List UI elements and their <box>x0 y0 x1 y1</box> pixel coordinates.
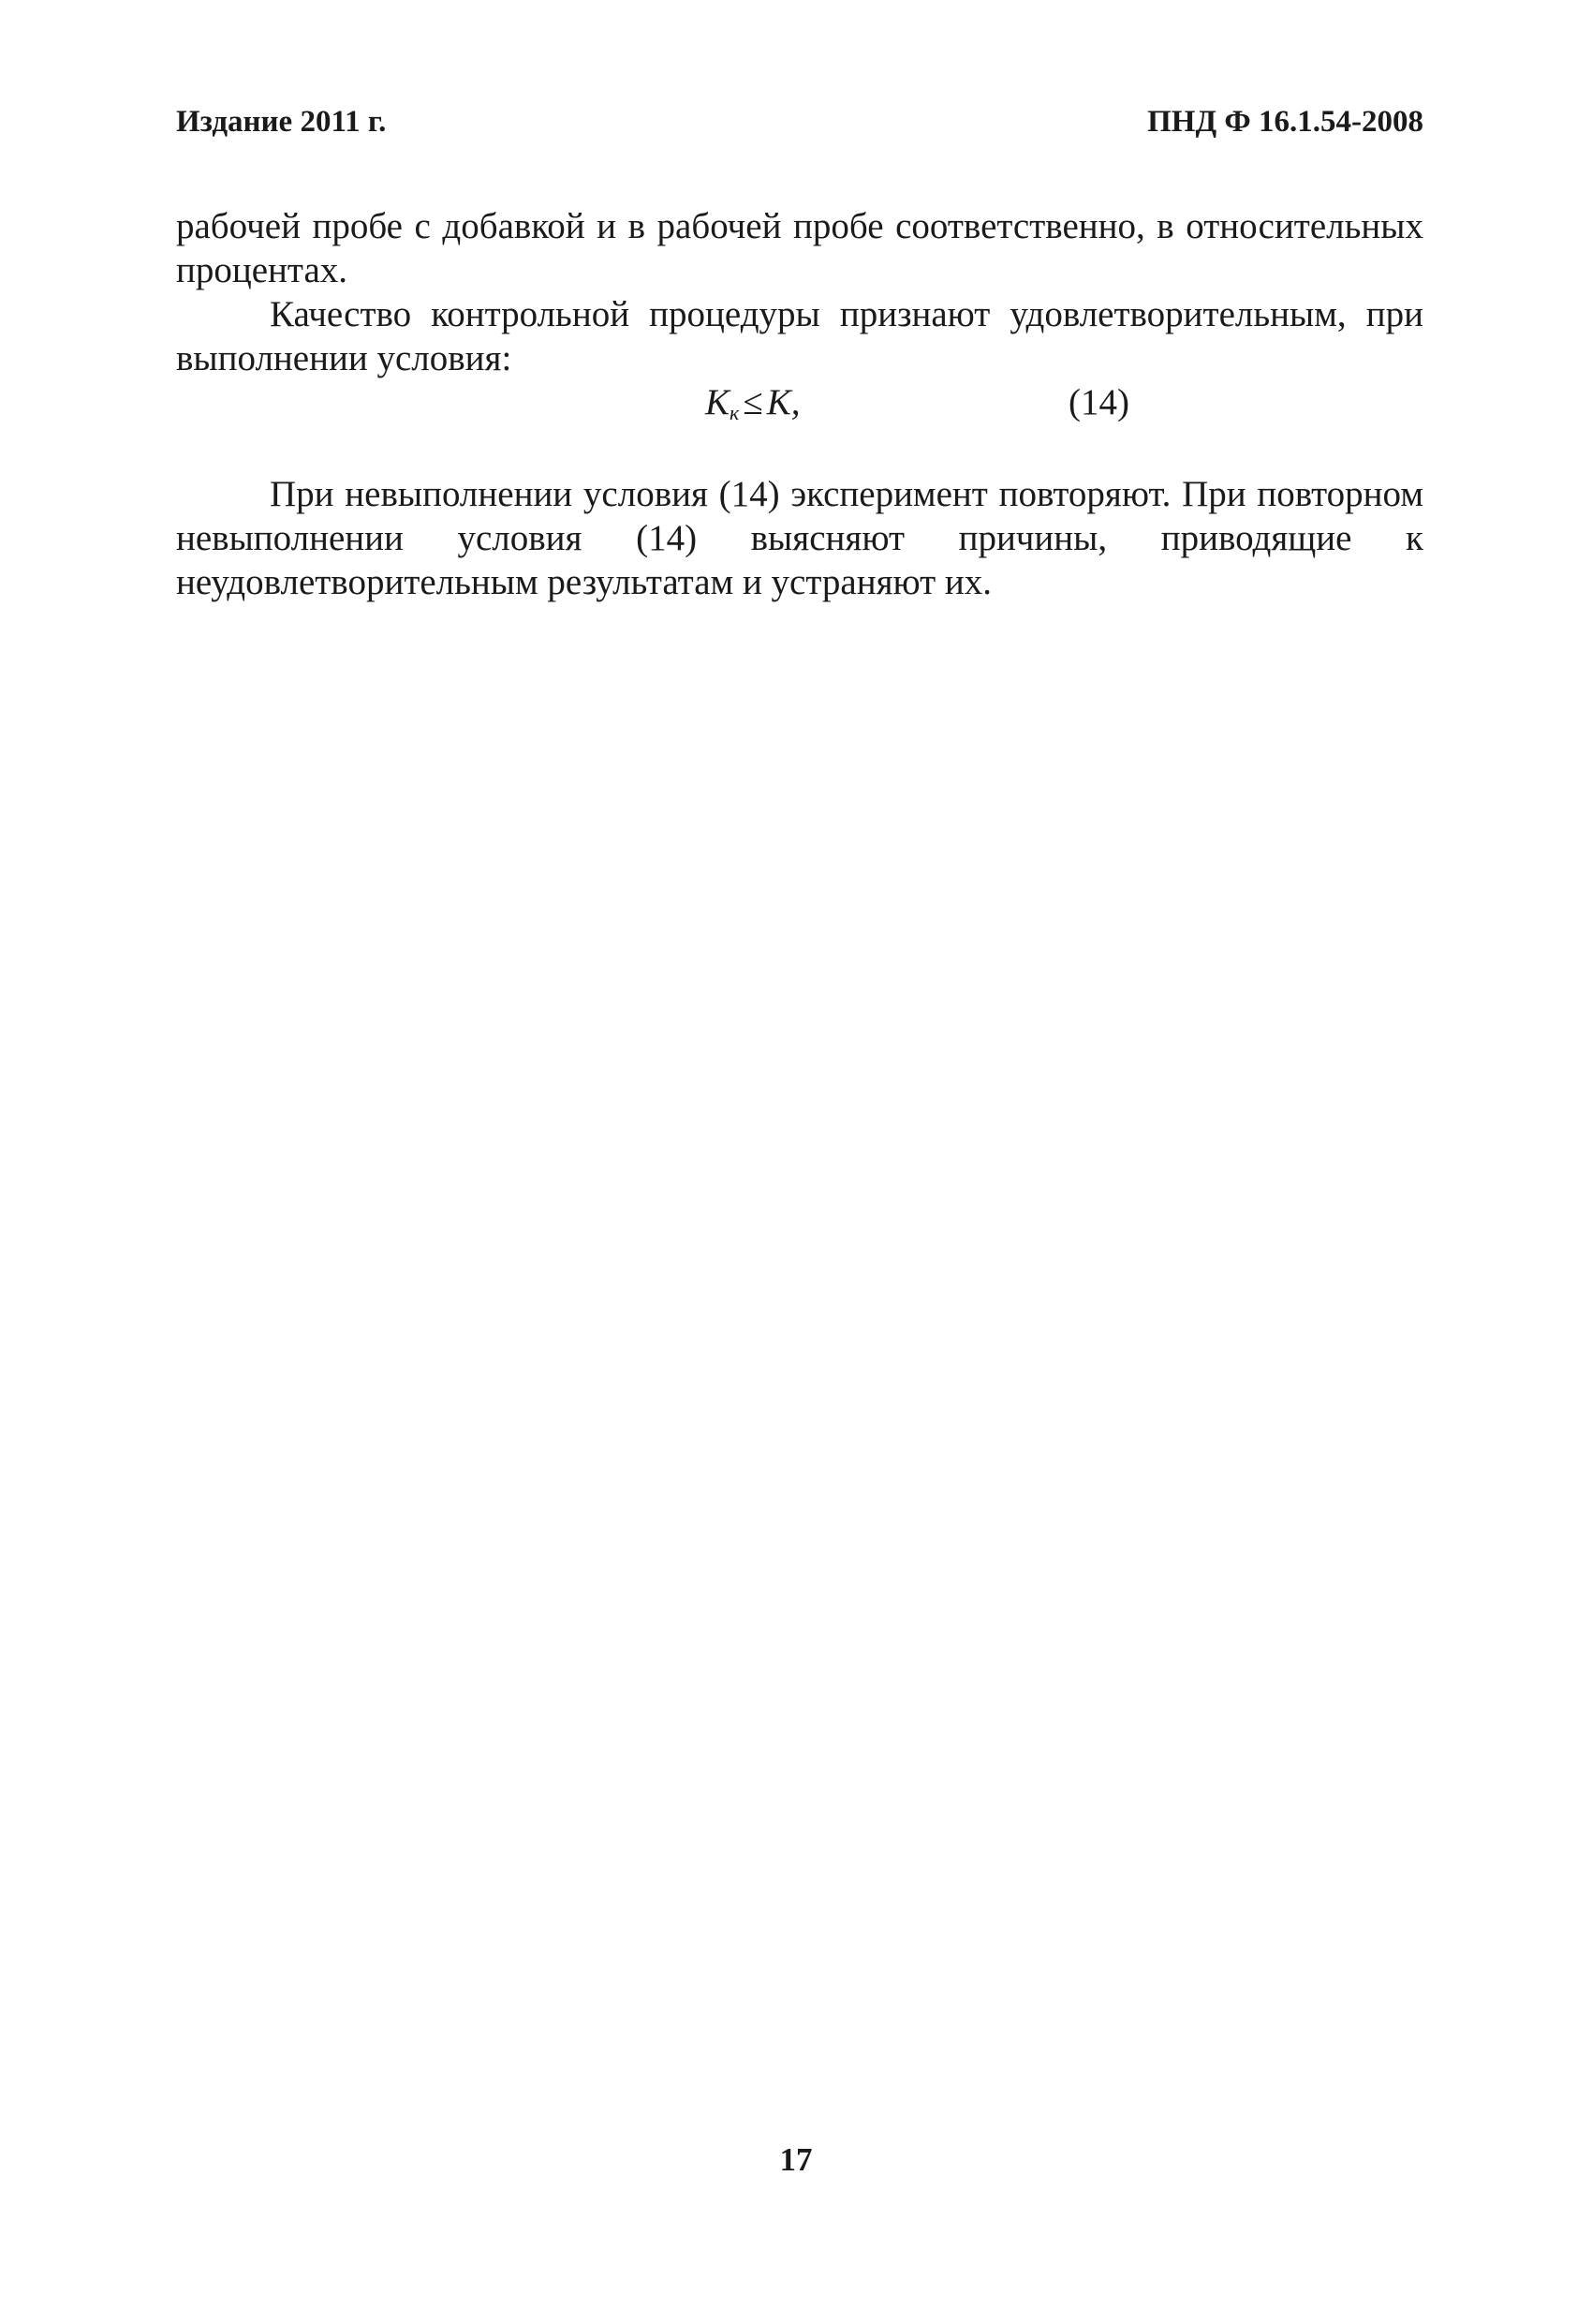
formula-rhs: K <box>766 382 791 422</box>
formula-trailing: , <box>790 382 801 422</box>
page-number: 17 <box>779 2141 813 2178</box>
paragraph-repeat-experiment: При невыполнении условия (14) эксперимент повторяют. При повторном невыполнении условия (14) выясняют причины, приводящие к неудовлетворительным результатам и устраняют их. <box>176 474 1423 602</box>
document-code: ПНД Ф 16.1.54-2008 <box>1147 105 1423 139</box>
paragraph-quality-condition: Качество контрольной процедуры признают удовлетворительным, при выполнении условия: <box>176 294 1423 378</box>
page-header <box>176 105 1423 152</box>
formula-row <box>176 381 1423 434</box>
formula-expression <box>705 381 800 425</box>
equation-number: (14) <box>1069 382 1129 422</box>
formula-relation: ≤ <box>743 382 763 422</box>
formula-lhs-subscript: к <box>730 401 740 424</box>
formula-lhs: K <box>705 382 730 422</box>
paragraph-continuation: рабочей пробе с добавкой и в рабочей пробе соответственно, в относительных процентах. <box>176 206 1423 290</box>
edition-label: Издание 2011 г. <box>176 105 387 139</box>
